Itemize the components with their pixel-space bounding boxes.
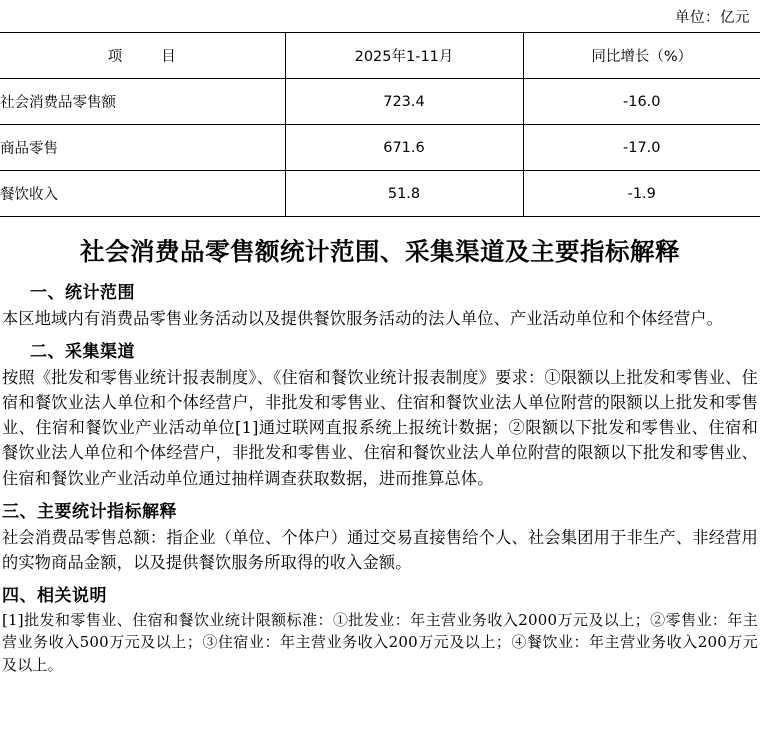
- section-title-scope: 一、统计范围: [30, 283, 135, 303]
- row-label: 社会消费品零售额: [0, 79, 285, 125]
- section-paragraph-notes: [1]批发和零售业、住宿和餐饮业统计限额标准：①批发业：年主营业务收入2000万元及以上；②零售业：年主营业务收入500万元及以上；③住宿业：年主营业务收入200万元及以上；④餐饮业：年主营业务收入200万元及以上。: [2, 610, 758, 674]
- section-title-indicators: 三、主要统计指标解释: [2, 501, 177, 522]
- column-header-period: 2025年1-11月: [285, 33, 523, 79]
- row-growth: -17.0: [523, 125, 760, 171]
- column-header-item: [0, 33, 285, 79]
- column-header-growth: 同比增长（%）: [523, 33, 760, 79]
- row-growth: -1.9: [523, 171, 760, 217]
- row-label: 商品零售: [0, 125, 285, 171]
- row-growth: -16.0: [523, 79, 760, 125]
- row-value: 671.6: [285, 125, 523, 171]
- row-label: 餐饮收入: [0, 171, 285, 217]
- section-paragraph-scope: 本区地域内有消费品零售业务活动以及提供餐饮服务活动的法人单位、产业活动单位和个体经营户。: [2, 309, 724, 328]
- table-row: [0, 125, 760, 171]
- table-row: [0, 79, 760, 125]
- retail-sales-table: [0, 32, 760, 217]
- page-title: 社会消费品零售额统计范围、采集渠道及主要指标解释: [80, 237, 680, 266]
- section-paragraph-channels: 按照《批发和零售业统计报表制度》、《住宿和餐饮业统计报表制度》要求：①限额以上批发和零售业、住宿和餐饮业法人单位和个体经营户，非批发和零售业、住宿和餐饮业法人单位附营的限额以上批发和零售业、住宿和餐饮业产业活动单位[1]通过联网直报系统上报统计数据；②限额以下批发和零售业、住宿和餐饮业法人单位和个体经营户，非批发和零售业、住宿和餐饮业法人单位附营的限额以下批发和零售业、住宿和餐饮业产业活动单位通过抽样调查获取数据，进而推算总体。: [2, 368, 758, 488]
- table-row: [0, 171, 760, 217]
- document-body: [0, 278, 760, 676]
- column-header-item-left: 项: [107, 49, 124, 65]
- table-header-row: [0, 33, 760, 79]
- section-title-notes: 四、相关说明: [2, 585, 107, 606]
- row-value: 51.8: [285, 171, 523, 217]
- section-title-channels: 二、采集渠道: [30, 342, 135, 363]
- section-paragraph-indicators: 社会消费品零售总额：指企业（单位、个体户）通过交易直接售给个人、社会集团用于非生产、非经营用的实物商品金额，以及提供餐饮服务所取得的收入金额。: [2, 527, 758, 572]
- row-value: 723.4: [285, 79, 523, 125]
- unit-note: 单位：亿元: [675, 10, 750, 26]
- column-header-item-right: 目: [161, 49, 177, 65]
